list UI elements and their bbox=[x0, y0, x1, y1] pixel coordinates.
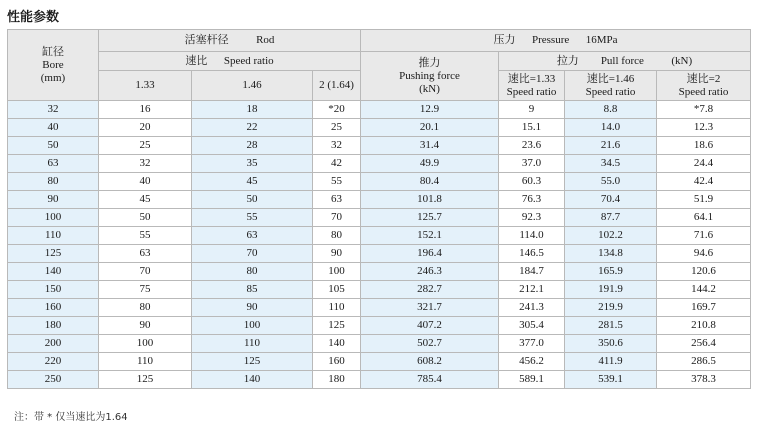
table-row bbox=[8, 281, 751, 299]
bore-cell: 80 bbox=[8, 173, 99, 191]
table-cell: 80 bbox=[99, 299, 192, 317]
bore-cell: 200 bbox=[8, 335, 99, 353]
pressure-header-value: 16MPa bbox=[585, 34, 618, 46]
table-cell: 286.5 bbox=[657, 353, 751, 371]
table-row bbox=[8, 191, 751, 209]
table-row bbox=[8, 371, 751, 389]
speed-ratio-header-en: Speed ratio bbox=[223, 54, 274, 67]
table-cell: 377.0 bbox=[499, 335, 565, 353]
table-cell: 246.3 bbox=[361, 263, 499, 281]
bore-cell: 100 bbox=[8, 209, 99, 227]
bore-cell: 160 bbox=[8, 299, 99, 317]
bore-cell: 32 bbox=[8, 101, 99, 119]
table-cell: 191.9 bbox=[565, 281, 657, 299]
table-row bbox=[8, 137, 751, 155]
table-cell: 281.5 bbox=[565, 317, 657, 335]
table-cell: 55.0 bbox=[565, 173, 657, 191]
table-cell: 9 bbox=[499, 101, 565, 119]
table-cell: 70 bbox=[192, 245, 313, 263]
bore-cell: 90 bbox=[8, 191, 99, 209]
ratio-col-header: 1.33 bbox=[99, 71, 192, 101]
rod-header bbox=[99, 30, 361, 52]
table-row bbox=[8, 299, 751, 317]
table-cell: 134.8 bbox=[565, 245, 657, 263]
ratio-col-header: 1.46 bbox=[192, 71, 313, 101]
table-cell: 18.6 bbox=[657, 137, 751, 155]
table-cell: 45 bbox=[99, 191, 192, 209]
table-cell: 90 bbox=[313, 245, 361, 263]
table-cell: *7.8 bbox=[657, 101, 751, 119]
table-cell: 12.3 bbox=[657, 119, 751, 137]
table-row bbox=[8, 209, 751, 227]
table-cell: 8.8 bbox=[565, 101, 657, 119]
table-cell: 94.6 bbox=[657, 245, 751, 263]
table-cell: 63 bbox=[192, 227, 313, 245]
table-cell: 608.2 bbox=[361, 353, 499, 371]
ratio-col-header: 2 (1.64) bbox=[313, 71, 361, 101]
table-row bbox=[8, 155, 751, 173]
push-force-header-unit: (kN) bbox=[419, 82, 440, 95]
push-force-header-cn: 推力 bbox=[418, 56, 441, 69]
table-row bbox=[8, 335, 751, 353]
table-cell: 100 bbox=[192, 317, 313, 335]
table-cell: 219.9 bbox=[565, 299, 657, 317]
table-cell: 321.7 bbox=[361, 299, 499, 317]
table-cell: 125 bbox=[192, 353, 313, 371]
table-cell: 305.4 bbox=[499, 317, 565, 335]
pull-force-header-unit: (kN) bbox=[671, 54, 693, 67]
table-cell: 14.0 bbox=[565, 119, 657, 137]
speed-ratio-header bbox=[99, 52, 361, 71]
table-cell: 32 bbox=[313, 137, 361, 155]
table-cell: 85 bbox=[192, 281, 313, 299]
table-cell: 456.2 bbox=[499, 353, 565, 371]
pull-col-header bbox=[499, 71, 565, 101]
table-cell: 64.1 bbox=[657, 209, 751, 227]
table-cell: 100 bbox=[313, 263, 361, 281]
table-cell: 241.3 bbox=[499, 299, 565, 317]
table-cell: 125 bbox=[313, 317, 361, 335]
table-cell: 407.2 bbox=[361, 317, 499, 335]
table-cell: 71.6 bbox=[657, 227, 751, 245]
table-cell: 34.5 bbox=[565, 155, 657, 173]
table-cell: 169.7 bbox=[657, 299, 751, 317]
table-cell: 32 bbox=[99, 155, 192, 173]
table-cell: 196.4 bbox=[361, 245, 499, 263]
bore-cell: 180 bbox=[8, 317, 99, 335]
push-force-header-en: Pushing force bbox=[399, 69, 460, 82]
table-cell: 120.6 bbox=[657, 263, 751, 281]
table-cell: 18 bbox=[192, 101, 313, 119]
table-cell: 110 bbox=[192, 335, 313, 353]
table-cell: 165.9 bbox=[565, 263, 657, 281]
table-cell: 100 bbox=[99, 335, 192, 353]
page-title: 性能参数 bbox=[7, 10, 60, 25]
table-cell: 16 bbox=[99, 101, 192, 119]
table-row bbox=[8, 245, 751, 263]
pressure-header bbox=[361, 30, 751, 52]
table-cell: 125 bbox=[99, 371, 192, 389]
table-cell: 70 bbox=[313, 209, 361, 227]
pull-col-header bbox=[657, 71, 751, 101]
table-cell: 589.1 bbox=[499, 371, 565, 389]
table-cell: 140 bbox=[313, 335, 361, 353]
table-row bbox=[8, 119, 751, 137]
table-cell: 146.5 bbox=[499, 245, 565, 263]
table-cell: 50 bbox=[192, 191, 313, 209]
table-cell: 102.2 bbox=[565, 227, 657, 245]
table-cell: 539.1 bbox=[565, 371, 657, 389]
bore-cell: 125 bbox=[8, 245, 99, 263]
table-row bbox=[8, 173, 751, 191]
table-cell: 282.7 bbox=[361, 281, 499, 299]
speed-ratio-header-cn: 速比 bbox=[185, 54, 208, 67]
bore-cell: 40 bbox=[8, 119, 99, 137]
pull-col-header-cn: 速比=2 bbox=[686, 72, 721, 85]
bore-header-unit: (mm) bbox=[40, 71, 66, 84]
table-cell: 49.9 bbox=[361, 155, 499, 173]
table-cell: 110 bbox=[313, 299, 361, 317]
table-cell: 160 bbox=[313, 353, 361, 371]
table-cell: 42.4 bbox=[657, 173, 751, 191]
bore-cell: 250 bbox=[8, 371, 99, 389]
table-cell: 350.6 bbox=[565, 335, 657, 353]
pull-col-header-en: Speed ratio bbox=[678, 85, 729, 98]
table-cell: 28 bbox=[192, 137, 313, 155]
table-cell: 55 bbox=[192, 209, 313, 227]
table-cell: 55 bbox=[313, 173, 361, 191]
table-cell: 411.9 bbox=[565, 353, 657, 371]
table-row bbox=[8, 317, 751, 335]
table-cell: 42 bbox=[313, 155, 361, 173]
pressure-header-cn: 压力 bbox=[493, 34, 516, 46]
bore-cell: 50 bbox=[8, 137, 99, 155]
rod-header-cn: 活塞杆径 bbox=[184, 34, 229, 46]
table-cell: 22 bbox=[192, 119, 313, 137]
table-cell: 12.9 bbox=[361, 101, 499, 119]
table-cell: 21.6 bbox=[565, 137, 657, 155]
bore-cell: 140 bbox=[8, 263, 99, 281]
bore-cell: 220 bbox=[8, 353, 99, 371]
table-cell: 40 bbox=[99, 173, 192, 191]
table-cell: 105 bbox=[313, 281, 361, 299]
table-cell: 256.4 bbox=[657, 335, 751, 353]
table-cell: 212.1 bbox=[499, 281, 565, 299]
table-cell: 110 bbox=[99, 353, 192, 371]
table-cell: 70 bbox=[99, 263, 192, 281]
table-cell: 55 bbox=[99, 227, 192, 245]
pull-force-header bbox=[499, 52, 751, 71]
table-cell: 90 bbox=[192, 299, 313, 317]
table-cell: 114.0 bbox=[499, 227, 565, 245]
push-force-header bbox=[361, 52, 499, 101]
bore-header-en: Bore bbox=[42, 58, 64, 71]
table-cell: 45 bbox=[192, 173, 313, 191]
table-cell: 63 bbox=[99, 245, 192, 263]
table-row bbox=[8, 263, 751, 281]
table-cell: 184.7 bbox=[499, 263, 565, 281]
table-cell: 24.4 bbox=[657, 155, 751, 173]
bore-header-cn: 缸径 bbox=[42, 45, 64, 58]
table-cell: 80.4 bbox=[361, 173, 499, 191]
table-cell: 80 bbox=[192, 263, 313, 281]
table-cell: 502.7 bbox=[361, 335, 499, 353]
table-cell: 31.4 bbox=[361, 137, 499, 155]
pull-col-header-cn: 速比=1.33 bbox=[507, 72, 556, 85]
table-cell: 152.1 bbox=[361, 227, 499, 245]
pull-col-header-en: Speed ratio bbox=[506, 85, 557, 98]
table-cell: 180 bbox=[313, 371, 361, 389]
pull-col-header-en: Speed ratio bbox=[585, 85, 636, 98]
table-cell: 51.9 bbox=[657, 191, 751, 209]
table-cell: 25 bbox=[313, 119, 361, 137]
table-cell: 80 bbox=[313, 227, 361, 245]
footnote: 注：带 * 仅当速比为1.64 bbox=[14, 412, 128, 423]
bore-cell: 150 bbox=[8, 281, 99, 299]
table-cell: 101.8 bbox=[361, 191, 499, 209]
table-row bbox=[8, 227, 751, 245]
table-row bbox=[8, 353, 751, 371]
pull-force-header-en: Pull force bbox=[600, 54, 644, 67]
table-cell: 87.7 bbox=[565, 209, 657, 227]
pull-force-header-cn: 拉力 bbox=[556, 54, 579, 67]
bore-cell: 110 bbox=[8, 227, 99, 245]
table-cell: 210.8 bbox=[657, 317, 751, 335]
table-cell: 15.1 bbox=[499, 119, 565, 137]
table-cell: 125.7 bbox=[361, 209, 499, 227]
pull-col-header-cn: 速比=1.46 bbox=[586, 72, 635, 85]
table-cell: 785.4 bbox=[361, 371, 499, 389]
table-cell: 144.2 bbox=[657, 281, 751, 299]
table-cell: 37.0 bbox=[499, 155, 565, 173]
table-cell: 378.3 bbox=[657, 371, 751, 389]
table-cell: 90 bbox=[99, 317, 192, 335]
performance-table bbox=[7, 29, 751, 389]
table-cell: 23.6 bbox=[499, 137, 565, 155]
bore-cell: 63 bbox=[8, 155, 99, 173]
rod-header-en: Rod bbox=[256, 34, 275, 46]
table-cell: 25 bbox=[99, 137, 192, 155]
table-cell: 140 bbox=[192, 371, 313, 389]
table-cell: 20 bbox=[99, 119, 192, 137]
table-cell: 50 bbox=[99, 209, 192, 227]
table-cell: 75 bbox=[99, 281, 192, 299]
pressure-header-en: Pressure bbox=[531, 34, 570, 46]
bore-header bbox=[8, 30, 99, 101]
table-cell: 63 bbox=[313, 191, 361, 209]
table-cell: *20 bbox=[313, 101, 361, 119]
table-cell: 92.3 bbox=[499, 209, 565, 227]
table-cell: 60.3 bbox=[499, 173, 565, 191]
table-cell: 76.3 bbox=[499, 191, 565, 209]
table-cell: 20.1 bbox=[361, 119, 499, 137]
table-body bbox=[8, 101, 751, 389]
table-cell: 35 bbox=[192, 155, 313, 173]
pull-col-header bbox=[565, 71, 657, 101]
table-cell: 70.4 bbox=[565, 191, 657, 209]
table-row bbox=[8, 101, 751, 119]
